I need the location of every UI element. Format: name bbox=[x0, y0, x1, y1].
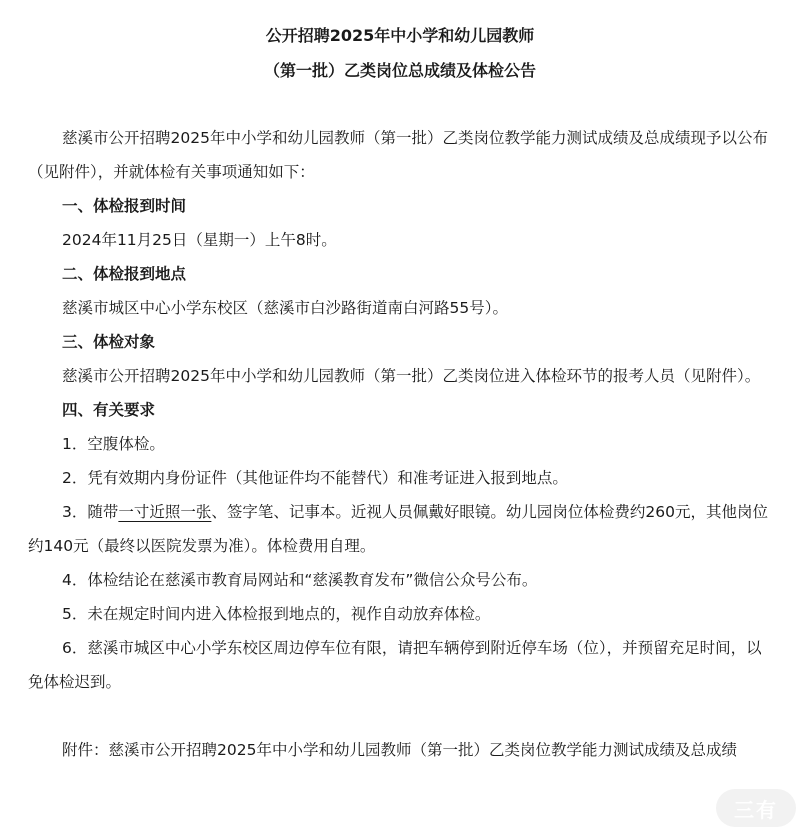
requirement-item-3-prefix: 3．随带 bbox=[62, 503, 119, 521]
section1-text: 2024年11月25日（星期一）上午8时。 bbox=[62, 231, 337, 249]
requirement-item-1: 1．空腹体检。 bbox=[62, 435, 165, 453]
requirement-item-3-underlined: 一寸近照一张 bbox=[118, 503, 212, 521]
section4-heading: 四、有关要求 bbox=[62, 401, 156, 419]
section3-heading: 三、体检对象 bbox=[62, 333, 156, 351]
requirement-item-2: 2．凭有效期内身份证件（其他证件均不能替代）和准考证进入报到地点。 bbox=[62, 469, 568, 487]
requirement-item-3-suffix: 、签字笔、记事本。近视人员佩戴好眼镜。幼儿园岗位体检费约260元，其他岗位约140元（最终以医院发票为准）。体检费用自理。 bbox=[28, 503, 768, 555]
notice-body bbox=[28, 121, 774, 767]
notice-title-line2: （第一批）乙类岗位总成绩及体检公告 bbox=[263, 61, 536, 80]
section1-heading: 一、体检报到时间 bbox=[62, 197, 187, 215]
watermark-logo: 三有 bbox=[716, 789, 796, 827]
requirement-item-3 bbox=[28, 495, 774, 563]
section3-text: 慈溪市公开招聘2025年中小学和幼儿园教师（第一批）乙类岗位进入体检环节的报考人员（见附件）。 bbox=[62, 367, 761, 385]
attachment-link[interactable]: 附件：慈溪市公开招聘2025年中小学和幼儿园教师（第一批）乙类岗位教学能力测试成绩及总成绩 bbox=[62, 741, 737, 759]
section2-heading: 二、体检报到地点 bbox=[62, 265, 187, 283]
requirement-item-4: 4．体检结论在慈溪市教育局网站和“慈溪教育发布”微信公众号公布。 bbox=[62, 571, 538, 589]
intro-paragraph: 慈溪市公开招聘2025年中小学和幼儿园教师（第一批）乙类岗位教学能力测试成绩及总成绩现予以公布（见附件），并就体检有关事项通知如下： bbox=[28, 129, 768, 181]
requirement-item-6: 6．慈溪市城区中心小学东校区周边停车位有限，请把车辆停到附近停车场（位），并预留充足时间，以免体检迟到。 bbox=[28, 639, 762, 691]
section2-text: 慈溪市城区中心小学东校区（慈溪市白沙路街道南白河路55号）。 bbox=[62, 299, 508, 317]
paragraph-gap bbox=[28, 699, 774, 733]
requirement-item-5: 5．未在规定时间内进入体检报到地点的，视作自动放弃体检。 bbox=[62, 605, 491, 623]
notice-title-line1: 公开招聘2025年中小学和幼儿园教师 bbox=[265, 26, 535, 45]
